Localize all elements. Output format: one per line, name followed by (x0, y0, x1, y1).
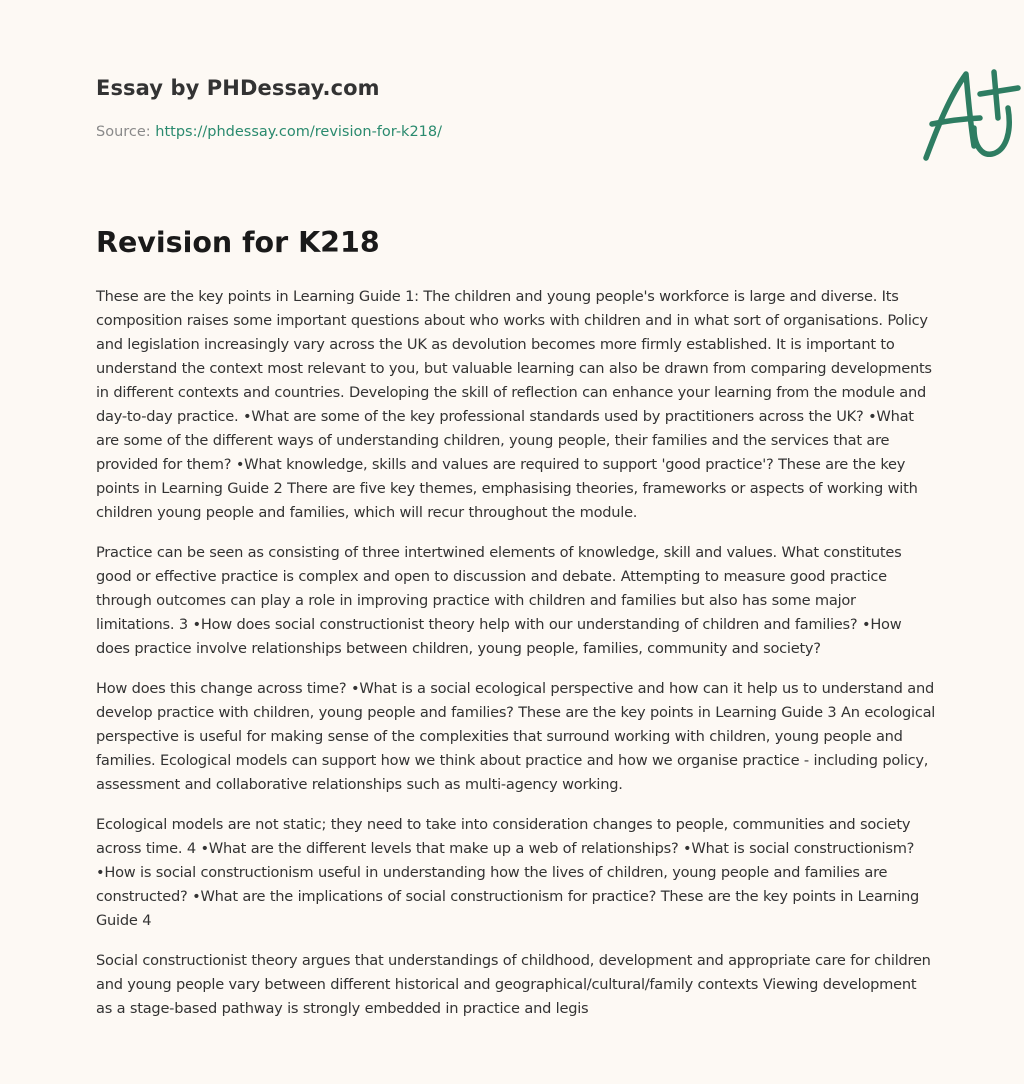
essay-paragraph: How does this change across time? •What is a social ecological perspective and how can it help us to understand and develop practice with children, young people and families? These are the key points in Learning Guide 3 An ecological perspective is useful for making sense of the complexities that surround working with children, young people and families. Ecological models can support how we think about practice and how we organise practice - including policy, assessment and collaborative relationships such as multi-agency working. (96, 680, 936, 793)
essay-paragraph: Ecological models are not static; they need to take into consideration changes to people, communities and society across time. 4 •What are the different levels that make up a web of relationships? •What is social constructionism? •How is social constructionism useful in understanding how the lives of children, young people and families are constructed? •What are the implications of social constructionism for practice? These are the key points in Learning Guide 4 (96, 816, 920, 929)
source-link[interactable]: https://phdessay.com/revision-for-k218/ (155, 124, 443, 140)
source-line (96, 124, 442, 140)
source-label: Source: (96, 124, 156, 140)
essay-paragraph: These are the key points in Learning Guide 1: The children and young people's workforce is large and diverse. Its composition raises some important questions about who works with children and in what sort of organisations. Policy and legislation increasingly vary across the UK as devolution becomes more firmly established. It is important to understand the context most relevant to you, but valuable learning can also be drawn from comparing developments in different contexts and countries. Developing the skill of reflection can enhance your learning from the module and day-to-day practice. •What are some of the key professional standards used by practitioners across the UK? •What are some of the different ways of understanding children, young people, their families and the services that are provided for them? •What knowledge, skills and values are required to support 'good practice'? These are the key points in Learning Guide 2 There are five key themes, emphasising theories, frameworks or aspects of working with children young people and families, which will recur throughout the module. (96, 288, 932, 521)
a-plus-grade-icon (918, 66, 1024, 166)
essay-body (96, 285, 936, 1037)
site-title: Essay by PHDessay.com (96, 76, 380, 100)
essay-title: Revision for K218 (96, 226, 380, 259)
essay-paragraph: Social constructionist theory argues that understandings of childhood, development and appropriate care for children and young people vary between different historical and geographical/cultural/family contexts Viewing development as a stage-based pathway is strongly embedded in practice and legis (96, 952, 931, 1017)
essay-paragraph: Practice can be seen as consisting of three intertwined elements of knowledge, skill and values. What constitutes good or effective practice is complex and open to discussion and debate. Attempting to measure good practice through outcomes can play a role in improving practice with children and families but also has some major limitations. 3 •How does social constructionist theory help with our understanding of children and families? •How does practice involve relationships between children, young people, families, community and society? (96, 544, 902, 657)
